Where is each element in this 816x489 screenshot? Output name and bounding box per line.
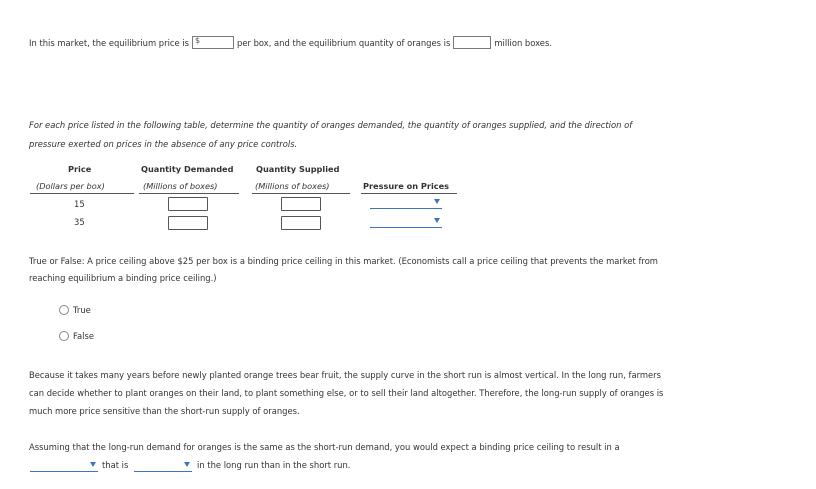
header-quantity-demanded: Quantity Demanded: [141, 164, 234, 174]
pressure-column-rule: [361, 193, 457, 194]
chevron-down-icon: [434, 218, 440, 223]
row-15-quantity-supplied-input[interactable]: [281, 197, 321, 211]
explanation-line-1: Because it takes many years before newly planted orange trees bear fruit, the supply curve in the short run is almost vertical. In the long run, farmers: [29, 370, 661, 380]
result-dropdown[interactable]: [30, 459, 98, 472]
chevron-down-icon: [434, 199, 440, 204]
header-quantity-supplied: Quantity Supplied: [256, 164, 340, 174]
header-pressure-on-prices: Pressure on Prices: [363, 181, 450, 191]
row-15-pressure-dropdown[interactable]: [370, 196, 442, 209]
explanation-line-2: can decide whether to plant oranges on their land, to plant something else, or to sell their land altogether. Therefore, the long-run supply of oranges is: [29, 388, 664, 398]
instructions-line-1: For each price listed in the following table, determine the quantity of oranges demanded, the quantity of oranges supplied, and the direction of: [29, 120, 633, 130]
dollar-prefix: $: [195, 36, 201, 45]
chevron-down-icon: [184, 462, 190, 467]
row-35-pressure-dropdown[interactable]: [370, 215, 442, 228]
row-price-15: 15: [74, 199, 85, 209]
equilibrium-question: [29, 36, 552, 49]
row-15-quantity-demanded-input[interactable]: [168, 197, 208, 211]
final-question-line-1: Assuming that the long-run demand for oranges is the same as the short-run demand, you would expect a binding price ceiling to result in a: [29, 442, 620, 452]
header-quantity-demanded-unit: (Millions of boxes): [143, 181, 218, 191]
equilibrium-price-input[interactable]: [192, 36, 234, 49]
radio-true[interactable]: [59, 305, 69, 315]
row-35-quantity-demanded-input[interactable]: [168, 216, 208, 230]
row-price-35: 35: [74, 217, 85, 227]
radio-false-label: False: [73, 331, 95, 341]
qs-column-rule: [252, 193, 350, 194]
header-quantity-supplied-unit: (Millions of boxes): [255, 181, 330, 191]
row-35-quantity-supplied-input[interactable]: [281, 216, 321, 230]
radio-true-label: True: [73, 305, 91, 315]
radio-false[interactable]: [59, 331, 69, 341]
equilibrium-quantity-input[interactable]: [453, 36, 491, 49]
equilibrium-question-pre: In this market, the equilibrium price is: [29, 37, 190, 48]
header-price: Price: [68, 164, 92, 174]
equilibrium-question-post: million boxes.: [494, 37, 552, 48]
final-tail: in the long run than in the short run.: [197, 460, 351, 470]
header-price-unit: (Dollars per box): [36, 181, 105, 191]
comparison-dropdown[interactable]: [134, 459, 192, 472]
instructions-line-2: pressure exerted on prices in the absence of any price controls.: [29, 139, 298, 149]
true-false-question-line-1: True or False: A price ceiling above $25 per box is a binding price ceiling in this market. (Economists call a price ceiling that prevents the market from: [29, 256, 658, 266]
qd-column-rule: [139, 193, 239, 194]
explanation-line-3: much more price sensitive than the short-run supply of oranges.: [29, 406, 300, 416]
price-column-rule: [30, 193, 134, 194]
chevron-down-icon: [90, 462, 96, 467]
final-that-is: that is: [102, 460, 129, 470]
equilibrium-question-mid: per box, and the equilibrium quantity of oranges is: [237, 37, 451, 48]
true-false-question-line-2: reaching equilibrium a binding price ceiling.): [29, 273, 217, 283]
